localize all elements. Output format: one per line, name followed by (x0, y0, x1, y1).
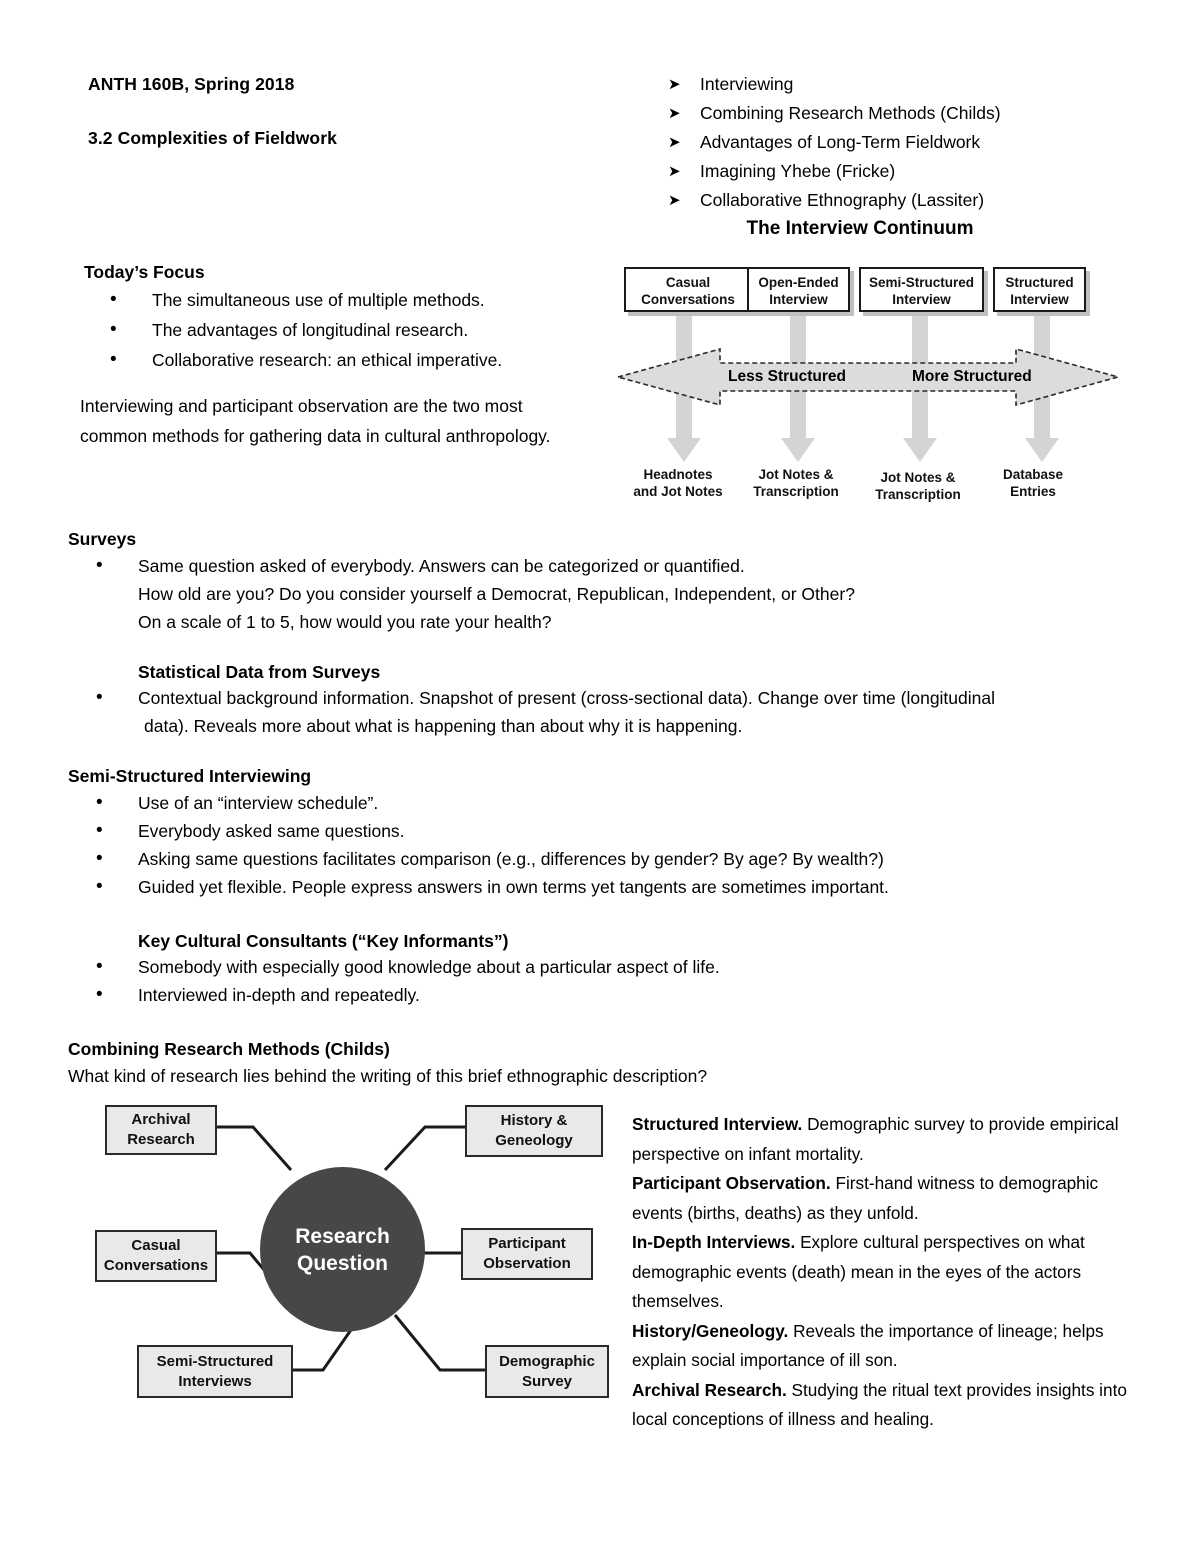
agenda-list (668, 70, 1128, 215)
continuum-output-line1: Database (1002, 467, 1064, 482)
method-term: History/Geneology. (632, 1320, 789, 1341)
node-line1: Participant (488, 1235, 566, 1252)
list-item (96, 817, 1156, 845)
arrow-bullet-icon: ➤ (668, 192, 681, 209)
center-line2: Question (296, 1251, 388, 1275)
list-item-label: Everybody asked same questions. (138, 821, 405, 841)
continuum-output-line1: Jot Notes & (758, 467, 834, 482)
survey-example-line: On a scale of 1 to 5, how would you rate your health? (138, 612, 552, 632)
continuum-output (981, 466, 1085, 500)
list-item (96, 981, 1156, 1009)
agenda-item-label: Imagining Yhebe (Fricke) (700, 161, 896, 181)
intro-paragraph: Interviewing and participant observation are the two most common methods for gathering data in cultural anthropology. (80, 396, 551, 446)
method-term: Structured Interview. (632, 1114, 803, 1134)
node-line1: Demographic (499, 1352, 595, 1370)
key-consultants-subheading: Key Cultural Consultants (“Key Informants”) (138, 931, 509, 951)
list-item (96, 953, 1156, 981)
agenda-item (668, 157, 1128, 186)
arrow-bullet-icon: ➤ (668, 163, 681, 180)
method-description (632, 1317, 1132, 1376)
method-description (632, 1110, 1132, 1169)
method-node-demographic-survey (485, 1345, 609, 1398)
center-line1: Research (295, 1224, 390, 1248)
agenda-item-label: Interviewing (700, 74, 794, 94)
methods-description-list (632, 1110, 1132, 1435)
bullet-icon: • (96, 792, 103, 813)
continuum-box-line2: Conversations (641, 292, 735, 307)
continuum-output-line2: Transcription (875, 487, 961, 502)
node-line1: History & (500, 1112, 568, 1129)
list-item-line2: data). Reveals more about what is happening than about why it is happening. (144, 716, 743, 736)
research-question-center (260, 1167, 425, 1332)
method-term: Participant Observation. (632, 1173, 831, 1193)
method-node-archival-research (105, 1105, 217, 1155)
method-text: First-hand witness to demographic events (births, deaths) as they unfold. (632, 1173, 1099, 1223)
list-item-label: The advantages of longitudinal research. (152, 320, 469, 340)
bullet-icon: • (96, 876, 103, 897)
continuum-box-line1: Open-Ended (758, 275, 839, 290)
key-consultants-list (96, 953, 1156, 1009)
agenda-item (668, 99, 1128, 128)
list-item (96, 684, 1156, 712)
list-item (96, 845, 1156, 873)
list-item-label: Collaborative research: an ethical imperative. (152, 350, 503, 370)
bullet-icon: • (96, 687, 103, 708)
agenda-item-label: Collaborative Ethnography (Lassiter) (700, 190, 985, 210)
bullet-icon: • (110, 349, 117, 370)
arrow-bullet-icon: ➤ (668, 105, 681, 122)
method-text: Demographic survey to provide empirical perspective on infant mortality. (632, 1114, 1119, 1164)
todays-focus-list (110, 285, 610, 375)
method-text: Reveals the importance of lineage; helps explain social importance of ill son. (632, 1320, 1104, 1370)
bullet-icon: • (96, 984, 103, 1005)
continuum-output-line2: and Jot Notes (633, 484, 723, 499)
down-arrow-head-icon (903, 438, 937, 462)
bullet-icon: • (110, 289, 117, 310)
node-line1: Semi-Structured (156, 1352, 274, 1370)
continuum-box-line2: Interview (892, 292, 951, 307)
list-item (96, 873, 1156, 901)
continuum-box-line2: Interview (769, 292, 828, 307)
interview-continuum-diagram (600, 218, 1120, 513)
continuum-box (747, 267, 850, 312)
bullet-icon: • (110, 319, 117, 340)
method-term: Archival Research. (632, 1379, 787, 1400)
arrow-bullet-icon: ➤ (668, 134, 681, 151)
bullet-icon: • (96, 848, 103, 869)
surveys-heading: Surveys (68, 529, 137, 549)
agenda-item (668, 186, 1128, 215)
list-item (96, 789, 1156, 817)
structure-continuum-arrow (616, 346, 1120, 408)
continuum-box-line1: Semi-Structured (868, 275, 975, 290)
node-line2: Geneology (495, 1132, 573, 1149)
continuum-output (856, 469, 980, 503)
method-node-casual-conversations (95, 1230, 217, 1282)
node-line2: Observation (483, 1255, 571, 1272)
continuum-box-line1: Structured (1005, 275, 1074, 290)
todays-focus-heading: Today’s Focus (84, 262, 205, 282)
continuum-box-line2: Interview (1010, 292, 1069, 307)
continuum-output-line1: Headnotes (643, 467, 713, 482)
list-item (110, 285, 610, 315)
list-item (110, 315, 610, 345)
list-item-label: Asking same questions facilitates comparison (e.g., differences by gender? By age? By wealth?) (138, 849, 884, 869)
arrow-bullet-icon: ➤ (668, 76, 681, 93)
semi-structured-heading: Semi-Structured Interviewing (68, 766, 312, 786)
list-item-label: Use of an “interview schedule”. (138, 793, 379, 813)
node-line1: Casual (131, 1237, 181, 1254)
surveys-list (96, 552, 1156, 636)
node-line2: Survey (521, 1372, 573, 1390)
double-arrow-icon (616, 346, 1120, 408)
continuum-box (624, 267, 752, 312)
survey-example-line: How old are you? Do you consider yourself a Democrat, Republican, Independent, or Other? (138, 584, 855, 604)
list-item-label: Interviewed in-depth and repeatedly. (138, 985, 420, 1005)
list-item-label: Somebody with especially good knowledge about a particular aspect of life. (138, 957, 720, 977)
method-description (632, 1228, 1132, 1317)
course-title: ANTH 160B, Spring 2018 (88, 74, 295, 94)
continuum-output (616, 466, 740, 500)
section-title: 3.2 Complexities of Fieldwork (88, 128, 337, 148)
continuum-box (859, 267, 984, 312)
continuum-output-line1: Jot Notes & (880, 470, 956, 485)
combining-methods-question: What kind of research lies behind the writing of this brief ethnographic description? (68, 1066, 708, 1086)
method-node-history-geneology (465, 1105, 603, 1157)
agenda-item-label: Advantages of Long-Term Fieldwork (700, 132, 981, 152)
research-question-diagram (95, 1105, 625, 1405)
list-item (110, 345, 610, 375)
down-arrow-head-icon (781, 438, 815, 462)
continuum-output-line2: Entries (1010, 484, 1056, 499)
bullet-icon: • (96, 956, 103, 977)
node-line2: Interviews (178, 1372, 252, 1390)
semi-structured-list (96, 789, 1156, 901)
statistical-data-list (96, 684, 1156, 740)
statistical-data-subheading: Statistical Data from Surveys (138, 662, 381, 682)
method-term: In-Depth Interviews. (632, 1232, 796, 1252)
method-node-participant-observation (461, 1228, 593, 1280)
method-description (632, 1169, 1132, 1228)
less-structured-label: Less Structured (728, 368, 847, 385)
node-line1: Archival (131, 1111, 191, 1128)
continuum-output-line2: Transcription (753, 484, 839, 499)
list-item (96, 552, 1156, 580)
method-text: Studying the ritual text provides insights into local conceptions of illness and healing. (632, 1379, 1127, 1429)
method-description (632, 1376, 1132, 1435)
continuum-box (993, 267, 1086, 312)
agenda-item (668, 128, 1128, 157)
list-item-label: Guided yet flexible. People express answers in own terms yet tangents are sometimes important. (138, 877, 889, 897)
more-structured-label: More Structured (912, 368, 1032, 385)
list-item-label: Same question asked of everybody. Answers can be categorized or quantified. (138, 556, 745, 576)
method-node-semi-structured-interviews (137, 1345, 293, 1398)
bullet-icon: • (96, 820, 103, 841)
list-item-line1: Contextual background information. Snapshot of present (cross-sectional data). Change over time (longitudinal (138, 688, 996, 708)
node-line2: Conversations (103, 1257, 209, 1274)
agenda-item (668, 70, 1128, 99)
node-line2: Research (127, 1131, 195, 1148)
list-item-label (138, 684, 995, 712)
agenda-item-label: Combining Research Methods (Childs) (700, 103, 1001, 123)
bullet-icon: • (96, 555, 103, 576)
continuum-box-line1: Casual (665, 275, 711, 290)
down-arrow-head-icon (667, 438, 701, 462)
down-arrow-head-icon (1025, 438, 1059, 462)
combining-methods-heading: Combining Research Methods (Childs) (68, 1039, 390, 1059)
list-item-label: The simultaneous use of multiple methods. (152, 290, 485, 310)
continuum-title: The Interview Continuum (746, 218, 974, 239)
continuum-output (734, 466, 858, 500)
method-text: Explore cultural perspectives on what demographic events (death) mean in the eyes of the actors themselves. (632, 1232, 1085, 1311)
